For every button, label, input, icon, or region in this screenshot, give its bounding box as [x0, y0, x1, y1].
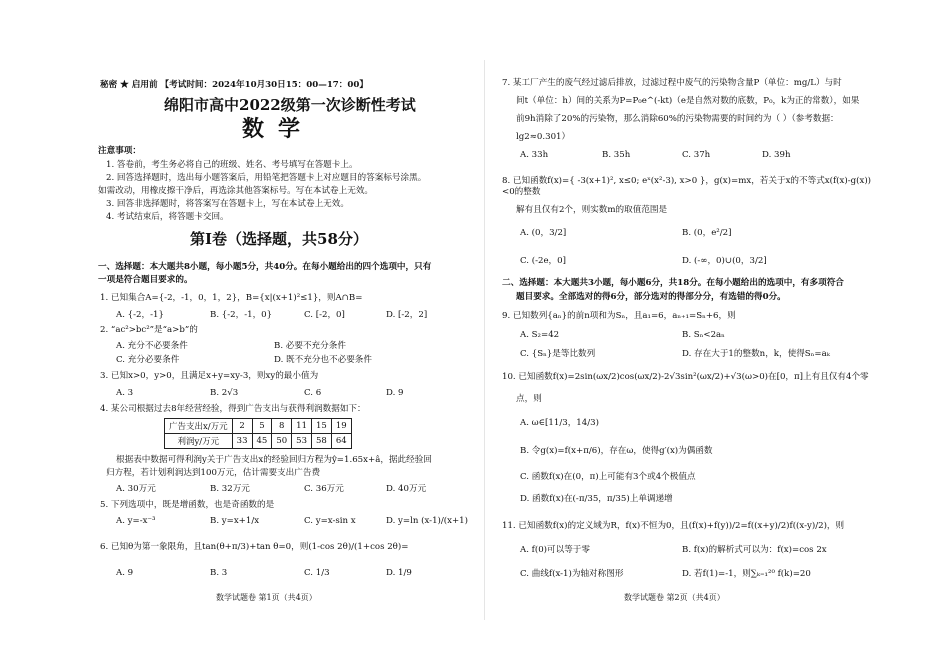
q5-stem: 5. 下列选项中，既是增函数，也是奇函数的是 — [100, 500, 275, 510]
q8-option-b: B. (0，e²/2] — [682, 228, 732, 238]
part2-intro-cont: 题目要求。全部选对的得6分，部分选对的得部分分，有选错的得0分。 — [516, 292, 786, 302]
q4-stem: 4. 某公司根据过去8年经营经验，得到广告支出与获得利润数据如下： — [100, 404, 366, 414]
section1-title: 第Ⅰ卷（选择题，共58分） — [190, 230, 368, 248]
table-row-label: 广告支出x/万元 — [165, 419, 233, 434]
q4-option-a: A. 30万元 — [116, 484, 156, 494]
q3-stem: 3. 已知x>0，y>0，且满足x+y=xy-3，则xy的最小值为 — [100, 371, 319, 381]
table-cell: 53 — [292, 434, 312, 449]
q11-option-c: C. 曲线f(x-1)为轴对称图形 — [520, 569, 624, 579]
q10-option-c: C. 函数f(x)在(0，π)上可能有3个或4个极值点 — [520, 472, 696, 482]
q10-line-1: 10. 已知函数f(x)=2sin(ωx/2)cos(ωx/2)-2√3sin²(ωx/2)+√3(ω>0)在[0，π]上有且仅有4个零 — [502, 372, 869, 382]
q9-option-b: B. Sₙ<2aₙ — [682, 330, 725, 340]
q10-line-2: 点，则 — [516, 394, 542, 404]
q9-option-d: D. 存在大于1的整数n，k，使得Sₙ=aₖ — [682, 349, 830, 359]
q9-option-a: A. S₂=42 — [520, 330, 560, 340]
q5-option-a: A. y=-x⁻³ — [116, 516, 156, 526]
table-cell: 5 — [252, 419, 272, 434]
q1-option-a: A. {-2，-1} — [116, 310, 164, 320]
table-cell: 58 — [311, 434, 331, 449]
part1-intro-cont: 一项是符合题目要求的。 — [98, 275, 193, 285]
q2-option-a: A. 充分不必要条件 — [116, 341, 188, 351]
table-cell: 19 — [331, 419, 351, 434]
table-cell: 45 — [252, 434, 272, 449]
q2-stem: 2. “ac²>bc²”是“a>b”的 — [100, 325, 198, 335]
q3-option-b: B. 2√3 — [210, 388, 239, 398]
q11-option-d: D. 若f(1)=-1，则∑ₖ₌₁²⁰ f(k)=20 — [682, 569, 811, 579]
table-cell: 15 — [311, 419, 331, 434]
q3-option-c: C. 6 — [304, 388, 322, 398]
note-2-cont: 如需改动，用橡皮擦干净后，再选涂其他答案标号。写在本试卷上无效。 — [98, 186, 374, 196]
q8-option-d: D. (-∞，0)∪(0，3/2] — [682, 256, 767, 266]
q11-option-a: A. f(0)可以等于零 — [520, 545, 590, 555]
table-row — [165, 434, 352, 449]
exam-header: 秘密 ★ 启用前 【考试时间：2024年10月30日15：00—17：00】 — [100, 80, 368, 90]
q3-option-d: D. 9 — [386, 388, 404, 398]
q8-line-2: 解有且仅有2个，则实数m的取值范围是 — [516, 205, 668, 215]
table-row — [165, 419, 352, 434]
q7-option-a: A. 33h — [520, 150, 549, 160]
q4-text-cont: 归方程，若计划利润达到100万元，估计需要支出广告费 — [106, 468, 321, 478]
q6-stem: 6. 已知θ为第一象限角，且tan(θ+π/3)+tan θ=0，则(1-cos 2θ)/(1+cos 2θ)= — [100, 542, 409, 552]
q1-option-d: D. [-2，2] — [386, 310, 428, 320]
note-4: 4. 考试结束后，将答题卡交回。 — [106, 212, 229, 222]
q8-line-1: 8. 已知函数f(x)={ -3(x+1)², x≤0; eˣ(x²-3), x>0 }，g(x)=mx，若关于x的不等式x(f(x)-g(x))<0的整数 — [502, 176, 872, 197]
q10-option-b: B. 令g(x)=f(x+π/6)，存在ω，使得g′(x)为偶函数 — [520, 446, 713, 456]
table-cell: 11 — [292, 419, 312, 434]
q9-option-c: C. {Sₙ}是等比数列 — [520, 349, 596, 359]
ad-profit-table — [164, 418, 352, 449]
page-divider — [484, 60, 485, 620]
q1-option-c: C. [-2，0] — [304, 310, 345, 320]
left-page — [92, 0, 476, 672]
q11-option-b: B. f(x)的解析式可以为：f(x)=cos 2x — [682, 545, 827, 555]
q2-option-c: C. 充分必要条件 — [116, 355, 180, 365]
page-footer: 数学试题卷 第2页（共4页） — [624, 593, 725, 602]
q8-option-a: A. (0，3/2] — [520, 228, 567, 238]
table-cell: 50 — [272, 434, 292, 449]
notes-title: 注意事项： — [98, 146, 141, 156]
q7-line-3: 前9h消除了20%的污染物，那么消除60%的污染物需要的时间约为（ ）（参考数据： — [516, 114, 839, 124]
q4-option-c: C. 36万元 — [304, 484, 344, 494]
page-footer: 数学试题卷 第1页（共4页） — [216, 593, 317, 602]
q5-option-c: C. y=x-sin x — [304, 516, 356, 526]
q7-line-1: 7. 某工厂产生的废气经过滤后排放，过滤过程中废气的污染物含量P（单位：mg/L）与时 — [502, 78, 842, 88]
note-1: 1. 答卷前，考生务必将自己的班级、姓名、考号填写在答题卡上。 — [106, 160, 358, 170]
table-cell: 8 — [272, 419, 292, 434]
q7-line-2: 间t（单位：h）间的关系为P=P₀e^(-kt)（e是自然对数的底数，P₀，k为正的常数），如果 — [516, 96, 860, 106]
table-cell: 64 — [331, 434, 351, 449]
q11-line-1: 11. 已知函数f(x)的定义域为R，f(x)不恒为0，且(f(x)+f(y))/2=f((x+y)/2)f((x-y)/2)，则 — [502, 521, 845, 531]
q1-stem: 1. 已知集合A={-2，-1，0，1，2}，B={x|(x+1)²≤1}，则A∩B= — [100, 293, 363, 303]
table-cell: 33 — [232, 434, 252, 449]
q1-option-b: B. {-2，-1，0} — [210, 310, 273, 320]
q6-option-b: B. 3 — [210, 568, 228, 578]
q6-option-d: D. 1/9 — [386, 568, 412, 578]
q7-option-b: B. 35h — [602, 150, 631, 160]
q6-option-c: C. 1/3 — [304, 568, 330, 578]
subject-title: 数学 — [242, 116, 315, 142]
q7-option-d: D. 39h — [762, 150, 791, 160]
part2-intro: 二、选择题：本大题共3小题，每小题6分，共18分。在每小题给出的选项中，有多项符合 — [502, 278, 844, 288]
q3-option-a: A. 3 — [116, 388, 134, 398]
q8-option-c: C. (-2e，0] — [520, 256, 566, 266]
q10-option-a: A. ω∈[11/3，14/3) — [520, 418, 599, 428]
q4-option-b: B. 32万元 — [210, 484, 250, 494]
q7-option-c: C. 37h — [682, 150, 711, 160]
table-row-label: 利润y/万元 — [165, 434, 233, 449]
table-cell: 2 — [232, 419, 252, 434]
q10-option-d: D. 函数f(x)在(-π/35，π/35)上单调递增 — [520, 494, 673, 504]
note-2: 2. 回答选择题时，选出每小题答案后，用铅笔把答题卡上对应题目的答案标号涂黑。 — [106, 173, 427, 183]
right-page — [496, 0, 880, 672]
q2-option-d: D. 既不充分也不必要条件 — [274, 355, 372, 365]
q4-text: 根据表中数据可得利润y关于广告支出x的经验回归方程为ŷ=1.65x+â，据此经验回 — [116, 455, 432, 465]
note-3: 3. 回答非选择题时，将答案写在答题卡上，写在本试卷上无效。 — [106, 199, 349, 209]
q5-option-b: B. y=x+1/x — [210, 516, 260, 526]
q4-option-d: D. 40万元 — [386, 484, 427, 494]
q9-stem: 9. 已知数列{aₙ}的前n项和为Sₙ，且a₁=6，aₙ₊₁=Sₙ+6，则 — [502, 311, 736, 321]
part1-intro: 一、选择题：本大题共8小题，每小题5分，共40分。在每小题给出的四个选项中，只有 — [98, 262, 432, 272]
q5-option-d: D. y=ln (x-1)/(x+1) — [386, 516, 469, 526]
q6-option-a: A. 9 — [116, 568, 134, 578]
q7-line-4: lg2≈0.301） — [516, 132, 571, 142]
q2-option-b: B. 必要不充分条件 — [274, 341, 346, 351]
exam-title: 绵阳市高中2022级第一次诊断性考试 — [164, 96, 416, 114]
